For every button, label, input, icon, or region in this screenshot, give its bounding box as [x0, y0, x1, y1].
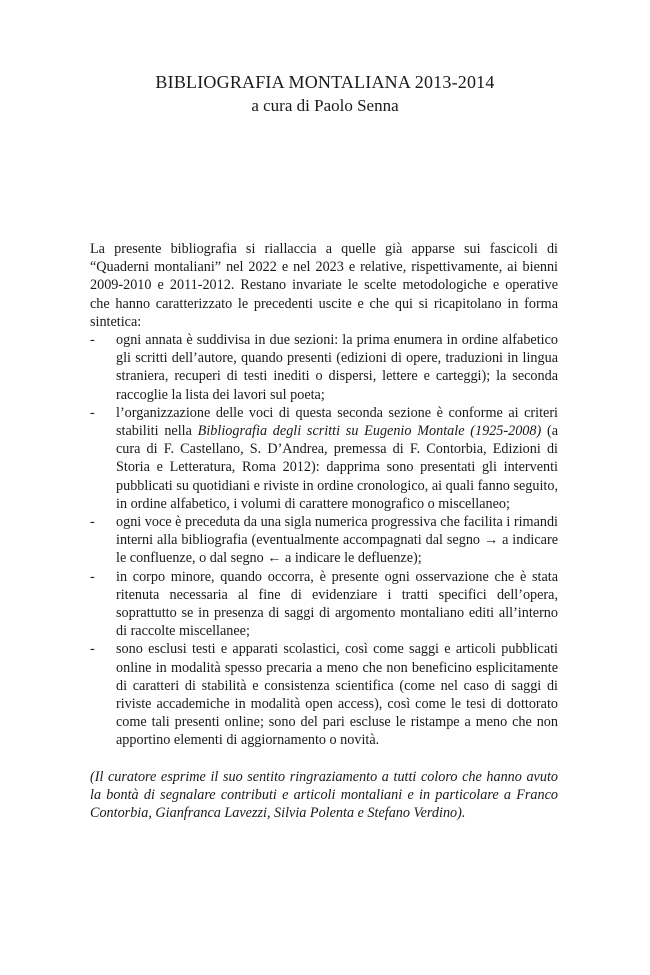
- list-item-text: ogni annata è suddivisa in due sezioni: la prima enumera in ordine alfabetico gli scritti dell’autore, quando presenti (edizioni di opere, traduzioni in lingua straniera, recuperi di testi inediti o dispersi, lettere e carteggi); la seconda raccoglie la lista dei lavori sul poeta;: [116, 332, 558, 403]
- body-text: [90, 240, 558, 822]
- list-item-text: in corpo minore, quando occorra, è presente ogni osservazione che è stata ritenuta necessaria al fine di evidenziare i tratti specifici dell’opera, soprattutto se in presenza di saggi di argomento montaliano editi all’interno di raccolte miscellanee;: [116, 568, 558, 640]
- list-item: [90, 513, 558, 568]
- criteria-list: [90, 331, 558, 750]
- list-item: [90, 640, 558, 749]
- acknowledgement-paragraph: (Il curatore esprime il suo sentito ringraziamento a tutti coloro che hanno avuto la bontà di segnalare contributi e articoli montaliani e in particolare a Franco Contorbia, Gianfranca Lavezzi, Silvia Polenta e Stefano Verdino).: [90, 768, 558, 822]
- document-subtitle: a cura di Paolo Senna: [251, 96, 399, 115]
- list-marker: -: [90, 404, 95, 421]
- list-item: [90, 404, 558, 513]
- list-marker: -: [90, 568, 95, 585]
- list-item-text: (a cura di F. Castellano, S. D’Andrea, premessa di F. Contorbia, Edizioni di Storia e Letteratura, Roma 2012): dapprima sono presentati gli interventi pubblicati su quotidiani e riviste in ordine cronologico, ai quali fanno seguito, in ordine alfabetico, i volumi di carattere monografico o miscellaneo;: [116, 423, 558, 512]
- intro-paragraph: La presente bibliografia si riallaccia a quelle già apparse sui fascicoli di “Quaderni montaliani” nel 2022 e nel 2023 e relative, rispettivamente, ai bienni 2009-2010 e 2011-2012. Restano invariate le scelte metodologiche e operative che hanno caratterizzato le precedenti uscite e che qui si ricapitolano in forma sintetica:: [90, 241, 558, 330]
- list-item-text: sono esclusi testi e apparati scolastici, così come saggi e articoli pubblicati online in modalità spesso precaria a meno che non beneficino esplicitamente di caratteri di stabilità e consistenza scientifica (come nel caso di saggi di riviste accademiche in modalità open access), così come le tesi di dottorato come tali presenti online; sono del pari escluse le ristampe a meno che non apportino elementi di aggiornamento o novità.: [116, 641, 558, 749]
- list-marker: -: [90, 641, 95, 658]
- cited-title: Bibliografia degli scritti su Eugenio Montale (1925-2008): [197, 423, 542, 440]
- list-item-text: l’organizzazione delle voci di questa seconda sezione è conforme ai criteri stabiliti nella: [116, 404, 558, 440]
- list-item-text: ogni voce è preceduta da una sigla numerica progressiva che facilita i rimandi interni alla bibliografia (eventualmente accompagnati dal segno → a indicare le confluenze, o dal segno ← a indicare le defluenze);: [116, 514, 558, 567]
- list-marker: -: [90, 514, 95, 531]
- list-marker: -: [90, 332, 95, 349]
- list-item: [90, 568, 558, 641]
- list-item: [90, 331, 558, 404]
- document-title: BIBLIOGRAFIA MONTALIANA 2013-2014: [155, 72, 495, 92]
- header: [0, 70, 650, 118]
